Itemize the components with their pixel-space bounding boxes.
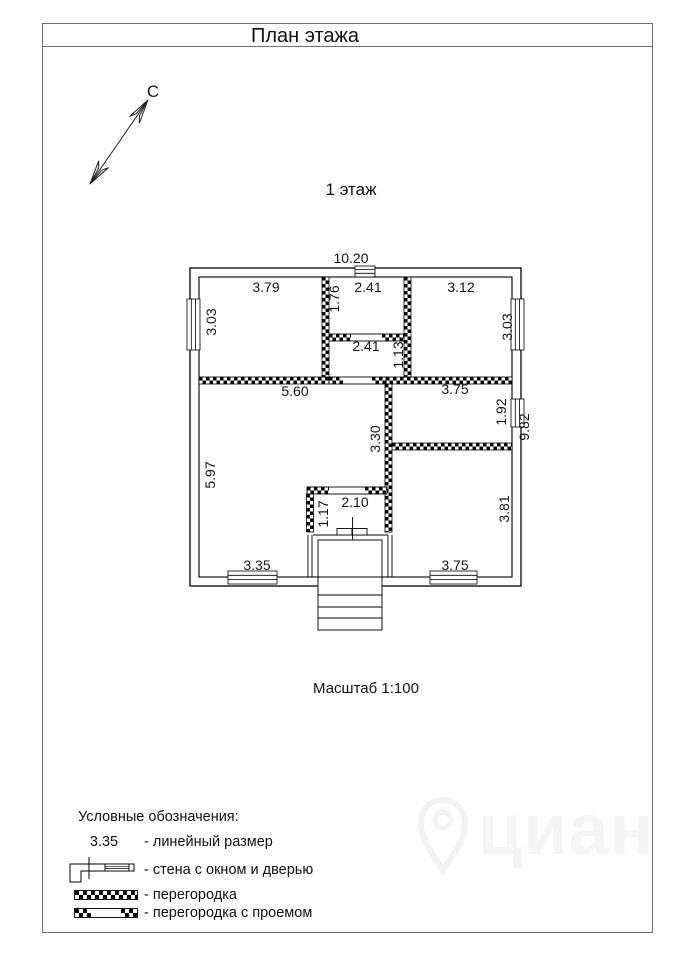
- north-label: С: [146, 82, 160, 101]
- dim-niche-height: 1.13: [390, 341, 406, 369]
- watermark: [412, 780, 657, 880]
- dim-living-width: 5.60: [281, 383, 309, 399]
- dim-room2-width: 2.41: [354, 279, 382, 295]
- watermark-text: циан: [478, 790, 655, 870]
- door-leaf: [352, 529, 367, 536]
- floor-label: 1 этаж: [325, 180, 377, 199]
- legend-partition-open-label: - перегородка с проемом: [144, 905, 313, 921]
- partition-icon: [74, 890, 138, 900]
- page-title: План этажа: [250, 25, 360, 47]
- dim-room5-height: 3.81: [496, 495, 512, 523]
- dim-room3-height: 3.03: [499, 313, 515, 341]
- dim-room1-height: 3.03: [203, 308, 219, 336]
- legend-dimension-label: - линейный размер: [144, 834, 273, 850]
- dim-vestibule-width: 2.10: [341, 494, 369, 510]
- porch: [318, 540, 382, 630]
- door-leaf: [337, 529, 352, 536]
- dim-room4-height: 1.92: [493, 398, 509, 426]
- legend-wall-label: - стена с окном и дверью: [144, 862, 314, 878]
- legend-partition-label: - перегородка: [144, 887, 237, 903]
- wall-with-window-and-door-icon: [67, 856, 137, 884]
- dim-living-height: 5.97: [202, 461, 218, 489]
- dim-porch-offset: 3.35: [243, 557, 271, 573]
- outer-walls: [190, 268, 521, 586]
- partition-with-opening-icon: [74, 908, 138, 918]
- dim-room2-height: 1.76: [326, 285, 342, 313]
- top-vent: [355, 266, 375, 277]
- dim-room4-width: 3.75: [441, 381, 469, 397]
- dim-room3-width: 3.12: [447, 279, 475, 295]
- dim-room1-width: 3.79: [252, 279, 280, 295]
- scale-label: Масштаб 1:100: [313, 680, 419, 697]
- dim-vestibule-height: 1.17: [315, 500, 331, 528]
- dim-niche-width: 2.41: [352, 338, 380, 354]
- legend-dimension-sample: 3.35: [89, 834, 119, 850]
- window-left: [187, 299, 200, 350]
- map-pin-icon: [412, 784, 474, 876]
- dim-total-width: 10.20: [333, 250, 369, 266]
- north-arrow-icon: [90, 100, 148, 184]
- dim-room5-width: 3.75: [441, 557, 469, 573]
- dim-total-height: 9.82: [516, 413, 532, 441]
- legend-heading: Условные обозначения:: [78, 809, 239, 825]
- dim-corridor-height: 3.30: [367, 425, 383, 453]
